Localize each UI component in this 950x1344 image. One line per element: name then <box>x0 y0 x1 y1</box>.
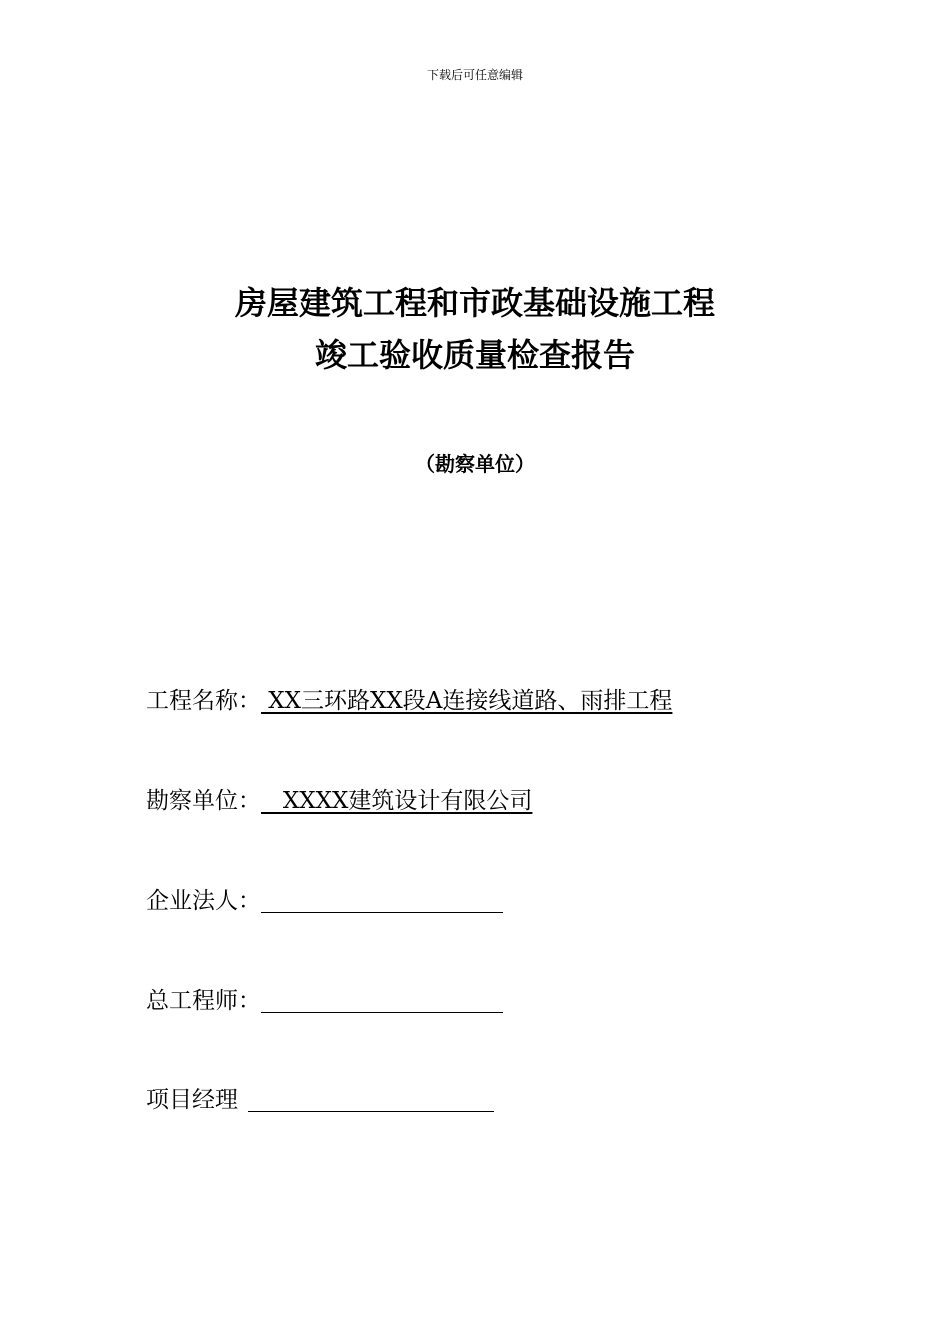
project-manager-label: 项目经理 <box>146 1087 238 1113</box>
survey-unit-field <box>146 782 532 815</box>
legal-representative-blank[interactable] <box>261 888 503 913</box>
survey-unit-value: XXXX建筑设计有限公司 <box>261 788 533 814</box>
survey-unit-label: 勘察单位： <box>146 788 261 814</box>
project-name-value: XX三环路XX段A连接线道路、雨排工程 <box>261 688 673 714</box>
project-name-field <box>146 682 672 715</box>
chief-engineer-blank[interactable] <box>261 988 503 1013</box>
project-name-label: 工程名称： <box>146 688 261 714</box>
legal-representative-field <box>146 882 503 915</box>
project-manager-blank[interactable] <box>248 1087 494 1112</box>
document-title-line2: 竣工验收质量检查报告 <box>314 336 635 374</box>
document-title-line1: 房屋建筑工程和市政基础设施工程 <box>234 284 715 322</box>
chief-engineer-label: 总工程师： <box>146 988 261 1014</box>
project-manager-field <box>146 1081 494 1114</box>
page-header-note: 下载后可任意编辑 <box>426 68 523 82</box>
document-subtitle: （勘察单位） <box>415 452 535 476</box>
legal-representative-label: 企业法人： <box>146 888 261 914</box>
chief-engineer-field <box>146 982 503 1015</box>
